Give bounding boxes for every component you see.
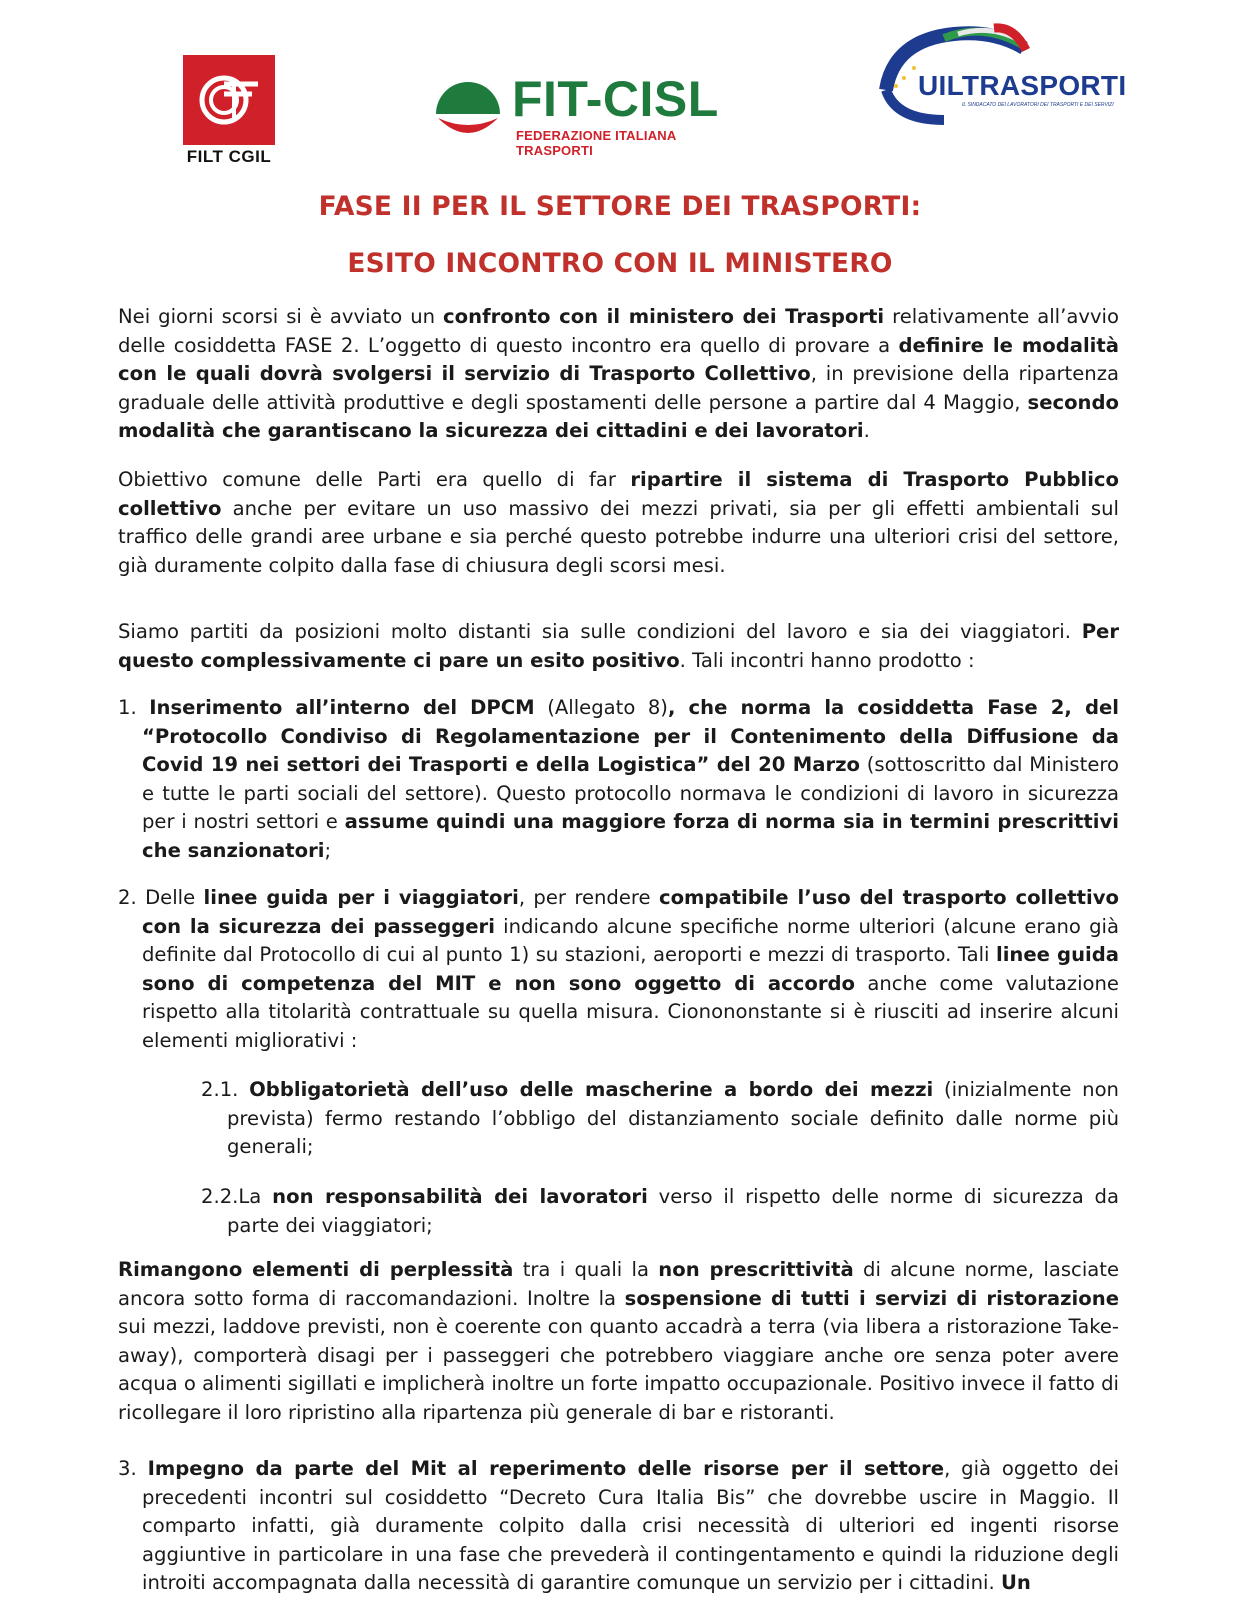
document-title-line1: FASE II PER IL SETTORE DEI TRASPORTI: (318, 191, 922, 222)
list-item-3: 3. Impegno da parte del Mit al reperimento delle risorse per il settore, già oggetto dei precedenti incontri sul cosiddetto “Decreto Cura Italia Bis” che dovrebbe uscire in Maggio. Il comparto infatti, già duramente colpito dalla crisi necessità di ulteriori ed ingenti risorse aggiuntive in particolare in una fase che prevederà il contingentamento e quindi la riduzione degli introiti accompagnata dalla necessità di garantire comunque un servizio per i cittadini. Un (118, 1457, 1119, 1595)
list-item-2: 2. Delle linee guida per i viaggiatori, per rendere compatibile l’uso del trasporto collettivo con la sicurezza dei passeggeri indicando alcune specifiche norme ulteriori (alcune erano già definite dal Protocollo di cui al punto 1) su stazioni, aeroporti e mezzi di trasporto. Tali linee guida sono di competenza del MIT e non sono oggetto di accordo anche come valutazione rispetto alla titolarità contrattuale su quella misura. Cionononstante si è riusciti ad inserire alcuni elementi migliorativi : (118, 886, 1119, 1052)
document-title-line2: ESITO INCONTRO CON IL MINISTERO (347, 248, 893, 279)
sub-item-2-1: 2.1. Obbligatorietà dell’uso delle mascherine a bordo dei mezzi (inizialmente non prevista) fermo restando l’obbligo del distanziamento sociale definito dalle norme più generali; (201, 1078, 1119, 1159)
uiltrasporti-name: UILTRASPORTI (918, 70, 1127, 101)
filt-cgil-emblem (183, 55, 275, 145)
uiltrasporti-logo (874, 20, 1144, 130)
fit-cisl-emblem-icon (432, 70, 504, 150)
paragraph-concerns: Rimangono elementi di perplessità tra i quali la non prescrittività di alcune norme, lasciate ancora sotto forma di raccomandazioni. Inoltre la sospensione di tutti i servizi di ristorazione sui mezzi, laddove previsti, non è coerente con quanto accadrà a terra (via libera a ristorazione Take-away), comporterà disagi per i passeggeri che potrebbero viaggiare anche ore senza poter avere acqua o alimenti sigillati e implicherà inoltre un forte impatto occupazionale. Positivo invece il fatto di ricollegare il loro ripristino alla ripartenza più generale di bar e ristoranti. (118, 1258, 1120, 1424)
fit-cisl-name: FIT-CISL (512, 71, 719, 127)
uiltrasporti-subtitle: IL SINDACATO DEI LAVORATORI DEI TRASPORTI E DEI SERVIZI (962, 102, 1114, 108)
filt-cgil-emblem-icon (194, 69, 264, 131)
paragraph-outcome: Siamo partiti da posizioni molto distanti sia sulle condizioni del lavoro e sia dei viaggiatori. Per questo complessivamente ci pare un esito positivo. Tali incontri hanno prodotto : (118, 620, 1119, 672)
list-item-1: 1. Inserimento all’interno del DPCM (Allegato 8), che norma la cosiddetta Fase 2, del “Protocollo Condiviso di Regolamentazione per il Contenimento della Diffusione da Covid 19 nei settori dei Trasporti e della Logistica” del 20 Marzo (sottoscritto dal Ministero e tutte le parti sociali del settore). Questo protocollo normava le condizioni di lavoro in sicurezza per i nostri settori e assume quindi una maggiore forza di norma sia in termini prescrittivi che sanzionatori; (118, 696, 1120, 862)
filt-cgil-logo (183, 55, 275, 167)
sub-item-2-2: 2.2.La non responsabilità dei lavoratori verso il rispetto delle norme di sicurezza da parte dei viaggiatori; (201, 1185, 1119, 1237)
filt-cgil-caption: FILT CGIL (186, 147, 272, 166)
paragraph-intro: Nei giorni scorsi si è avviato un confronto con il ministero dei Trasporti relativamente all’avvio delle cosiddetta FASE 2. L’oggetto di questo incontro era quello di provare a definire le modalità con le quali dovrà svolgersi il servizio di Trasporto Collettivo, in previsione della ripartenza graduale delle attività produttive e degli spostamenti delle persone a partire dal 4 Maggio, secondo modalità che garantiscano la sicurezza dei cittadini e dei lavoratori. (118, 305, 1119, 443)
fit-cisl-logo (432, 70, 732, 158)
paragraph-objective: Obiettivo comune delle Parti era quello di far ripartire il sistema di Trasporto Pubblico collettivo anche per evitare un uso massivo dei mezzi privati, sia per gli effetti ambientali sul traffico delle grandi aree urbane e sia perché questo potrebbe indurre una ulteriori crisi del settore, già duramente colpito dalla fase di chiusura degli scorsi mesi. (118, 468, 1119, 577)
fit-cisl-subtitle: FEDERAZIONE ITALIANA TRASPORTI (516, 128, 676, 158)
